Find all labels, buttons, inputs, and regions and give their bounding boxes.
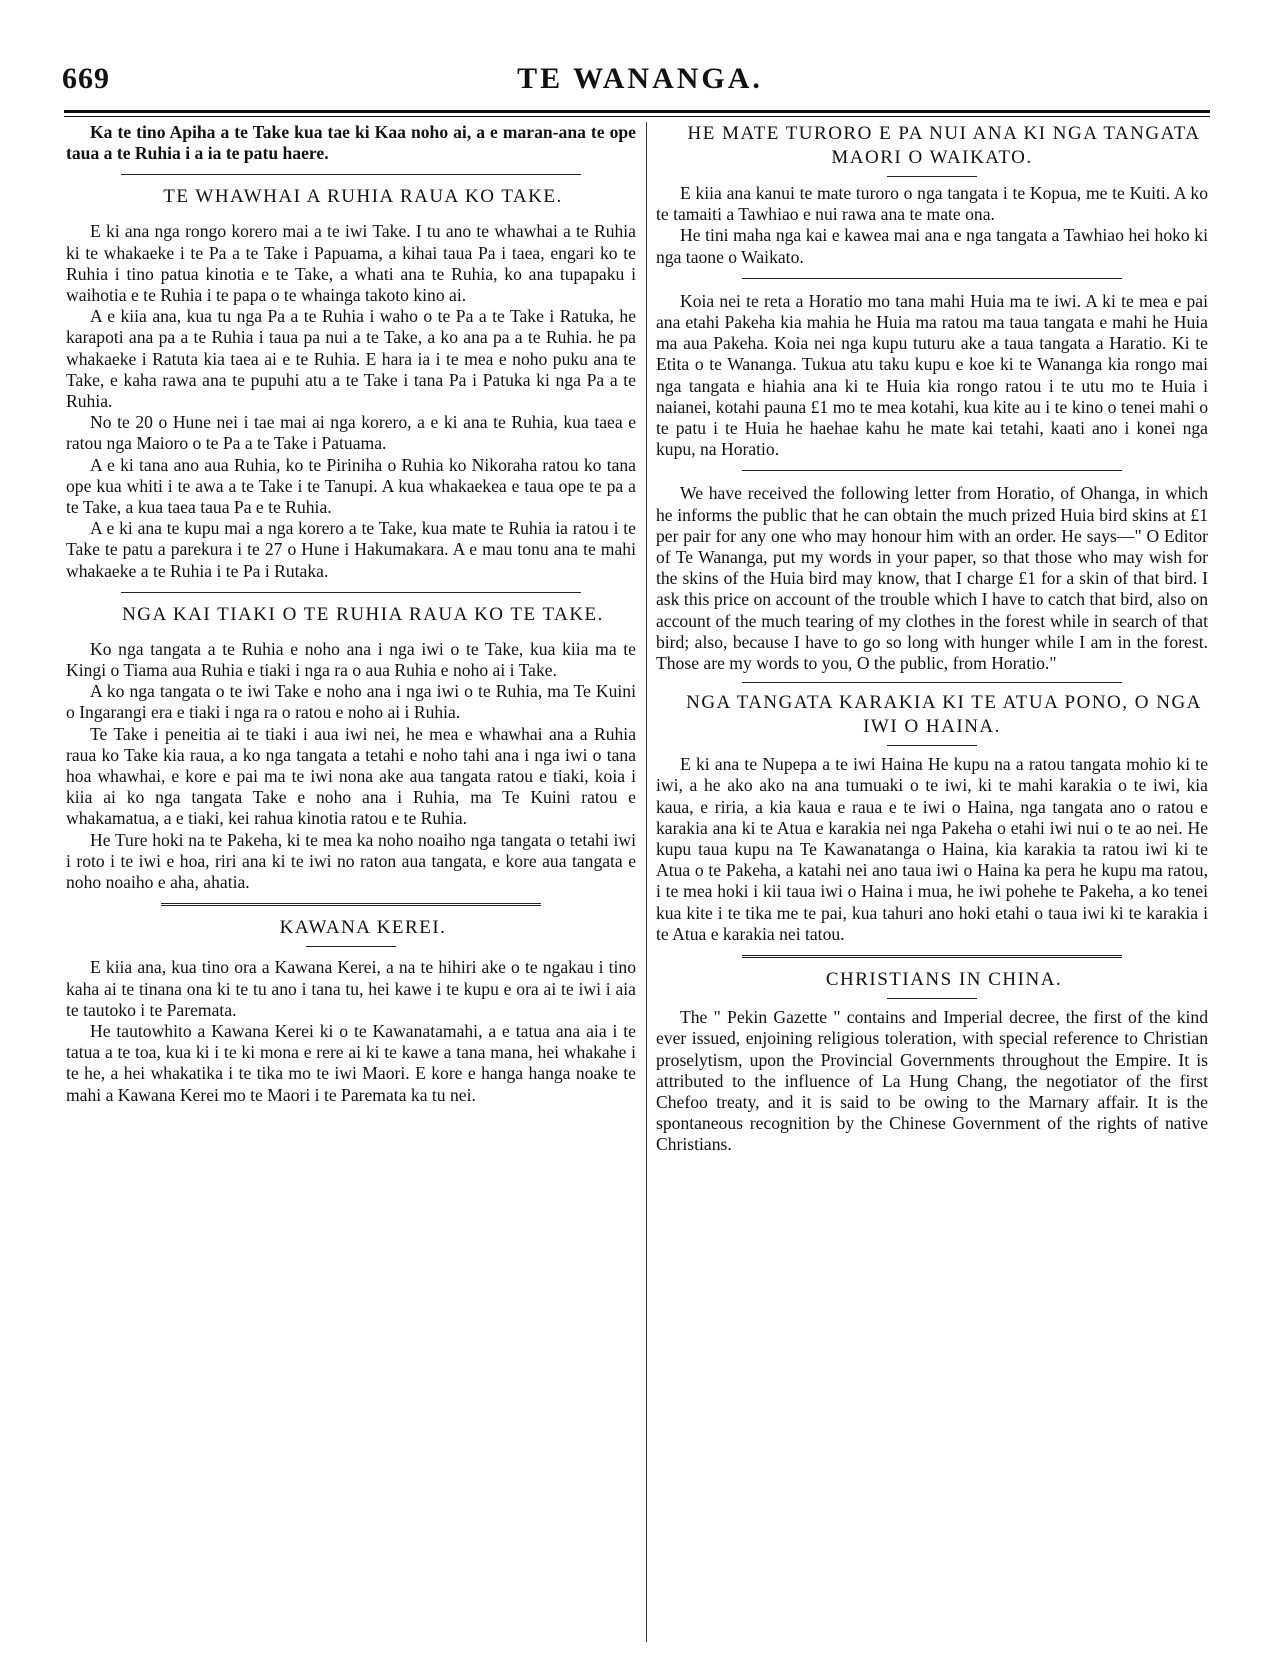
article-paragraph: E ki ana nga rongo korero mai a te iwi Take. I tu ano te whawhai a te Ruhia ki te whakaeke i te Pa a te Take i Papuama, a kihai taua Pa i taea, engari ko te Ruhia i tino patua kinotia e te Take, a whati ana te Ruhia, ko ana tupapaku i waihotia e te Ruhia i te papa o te whainga takoto kino ai. xyxy=(66,221,636,306)
article-paragraph: E kiia ana, kua tino ora a Kawana Kerei, a na te hihiri ake o te ngakau i tino kaha ai te tinana ona ki te tu ano i tana tu, hei kawe i te kupu e ora ai te iwi i aia te tautoko i te Paremata. xyxy=(66,957,636,1020)
article-paragraph: Te Take i peneitia ai te tiaki i aua iwi nei, he mea e whawhai ana a Ruhia raua ko Take kia raua, a ko nga tangata a tetahi e noho tahi ana i nga iwi o tana hoa whawhai, e kore e pai ma te iwi nona ake aua tangata ratou e tiaki, koia i kiia ai ko nga tangata Take e noho ana i Ruhia, ma Te Kuini ratou e whakamatua, a e tiaki, kei rahua kinotia ratou e te Ruhia. xyxy=(66,723,636,829)
right-column xyxy=(656,122,1208,1156)
page-number: 669 xyxy=(62,62,110,95)
article-paragraph: He tautowhito a Kawana Kerei ki o te Kawanatamahi, a e tatua ana aia i te tatua a te toa, kua ki i te ki mona e rere ai ki te kawe a tana mana, hei whakahe i te he, a hei whakatika i te tika mo te iwi Maori. E kore e hanga hanga noake te mahi a Kawana Kerei mo te Maori i te Paremata ka tu nei. xyxy=(66,1020,636,1105)
section-heading-whawhai: TE WHAWHAI A RUHIA RAUA KO TAKE. xyxy=(163,186,563,208)
article-paragraph: E kiia ana kanui te mate turoro o nga tangata i te Kopua, me te Kuiti. A ko te tamaiti a Tawhiao e nui rawa ana te mate ona. xyxy=(656,183,1208,225)
article-paragraph: E ki ana te Nupepa a te iwi Haina He kupu na a ratou tangata mohio ki te iwi, a he ako ako na ana tumuaki o te iwi, ki te mahi karakia o te iwi, kia kaua, e riria, a kia kaua e raua e te iwi o Haina, nga tangata ano o ratou e karakia ana ki te Atua e karakia nei nga Pakeha o etahi iwi nui o te ao nei. He kupu taua kupu na Te Kawanatanga o Haina, kia karakia ta ratou iwi ki te Atua o te Pakeha, a katahi nei ano taua iwi o Haina ka pera he kupu ma ratou, i te mea hoki i kii taua iwi o Haina i mua, he iwi pohehe te Pakeha, a ko tenei kua kite i te tika me te pai, kua tahuri ano hoki etahi o taua iwi ki te karakia i te Atua e karakia nei tatou. xyxy=(656,754,1208,944)
section-heading-mate-turoro: HE MATE TURORO E PA NUI ANA KI NGA TANGATA MAORI O WAIKATO. xyxy=(687,123,1201,168)
section-heading-karakia: NGA TANGATA KARAKIA KI TE ATUA PONO, O NGA IWI O HAINA. xyxy=(686,692,1202,738)
masthead-title: TE WANANGA. xyxy=(517,62,763,95)
section-heading-kai-tiaki: NGA KAI TIAKI O TE RUHIA RAUA KO TE TAKE. xyxy=(122,603,604,625)
article-paragraph: A e kiia ana, kua tu nga Pa a te Ruhia i waho o te Pa a te Take i Ratuka, he karapoti ana pa a te Ruhia i taua pa nui a te Take, a ko ana pa a te Ruhia. he pa whakaeke i Ratuta kia taea ai e te Ruhia. E hara ia i te mea e noho puku ana te Take, e kaha rawa ana te pupuhi atu a te Take i tana Pa i Patuka ki nga Pa a te Ruhia. xyxy=(66,306,636,412)
article-paragraph: The " Pekin Gazette " contains and Imperial decree, the first of the kind ever issued, enjoining religious toleration, with special reference to Christian proselytism, upon the Provincial Governments throughout the Empire. It is attributed to the influence of La Hung Chang, the negotiator of the first Chefoo treaty, and it is said to be owing to the Marnary affair. It is the spontaneous recognition by the Chinese Government of the rights of native Christians. xyxy=(656,1007,1208,1155)
article-paragraph: Ko nga tangata a te Ruhia e noho ana i nga iwi o te Take, kua kiia ma te Kingi o Tiama aua Ruhia e tiaki i nga ra o aua Ruhia e noho ai i Take. xyxy=(66,638,636,681)
left-column xyxy=(66,122,636,1106)
article-paragraph: No te 20 o Hune nei i tae mai ai nga korero, a e ki ana te Ruhia, kua taea e ratou nga Maioro o te Pa a te Take i Patuama. xyxy=(66,412,636,454)
article-paragraph: A e ki tana ano aua Ruhia, ko te Piriniha o Ruhia ko Nikoraha ratou ko tana ope kua whiti i te awa a te Take i te Tanupi. A kua whakaekea e taua ope te pa a te Take, a kua taea taua Pa e te Ruhia. xyxy=(66,454,636,518)
article-paragraph: Koia nei te reta a Horatio mo tana mahi Huia ma te iwi. A ki te mea e pai ana etahi Pakeha kia mahia he Huia ma ratou ma taua tangata e mahi he Huia ma aua Pakeha. Koia nei nga kupu tuturu ake a taua tangata a Haratio. Ki te Etita o te Wananga. Tukua atu taku kupu e koe ki te Wananga kia rongo mai nga tangata e hiahia ana ki te Huia kia rongo ratou i te utu mo te Huia i naianei, kotahi pauna £1 mo te mea kotahi, kua kite au i te kino o tenei mahi o te patu i te Huia he haehae kahu he mate kai tetahi, kaati ano i konei nga kupu, na Horatio. xyxy=(656,290,1208,460)
header-rule-thin xyxy=(64,116,1210,117)
section-heading-kawana-kerei: KAWANA KEREI. xyxy=(279,917,447,939)
article-paragraph: A ko nga tangata o te iwi Take e noho ana i nga iwi o te Ruhia, ma Te Kuini o Ingarangi era e tiaki i nga ra o ratou e noho ai i Ruhia. xyxy=(66,681,636,723)
section-heading-christians: CHRISTIANS IN CHINA. xyxy=(825,969,1063,991)
article-paragraph: A e ki ana te kupu mai a nga korero a te Take, kua mate te Ruhia ia ratou i te Take te patu a parekura i te 27 o Hune i Hakumakara. A e mau tonu ana te mahi whakaeke a te Ruhia i te Pa i Rutaka. xyxy=(66,518,636,581)
article-paragraph: He tini maha nga kai e kawea mai ana e nga tangata a Tawhiao hei hoko ki nga taone o Waikato. xyxy=(656,225,1208,267)
intro-paragraph: Ka te tino Apiha a te Take kua tae ki Kaa noho ai, a e maran-ana te ope taua a te Ruhia i a ia te patu haere. xyxy=(66,122,636,164)
article-paragraph: He Ture hoki na te Pakeha, ki te mea ka noho noaiho nga tangata o tetahi iwi i roto i te iwi e hoa, riri ana ki te iwi no raton aua tangata, e kore aua tangata e noho noaiho e aha, ahatia. xyxy=(66,829,636,893)
article-paragraph: We have received the following letter from Horatio, of Ohanga, in which he informs the public that he can obtain the much prized Huia bird skins at £1 per pair for any one who may honour him with an order. He says—" O Editor of Te Wananga, put my words in your paper, so that those who may wish for the skins of the Huia bird may know, that I charge £1 for a skin of that bird. I ask this price on account of the trouble which I have to catch that bird, also on account of the much tearing of my clothes in the forest while in search of that bird; also, because I have to go so long with hunger while I am in the forest. Those are my words to you, O the public, from Horatio." xyxy=(656,483,1208,674)
header-rule xyxy=(64,110,1210,113)
column-divider xyxy=(646,122,647,1642)
